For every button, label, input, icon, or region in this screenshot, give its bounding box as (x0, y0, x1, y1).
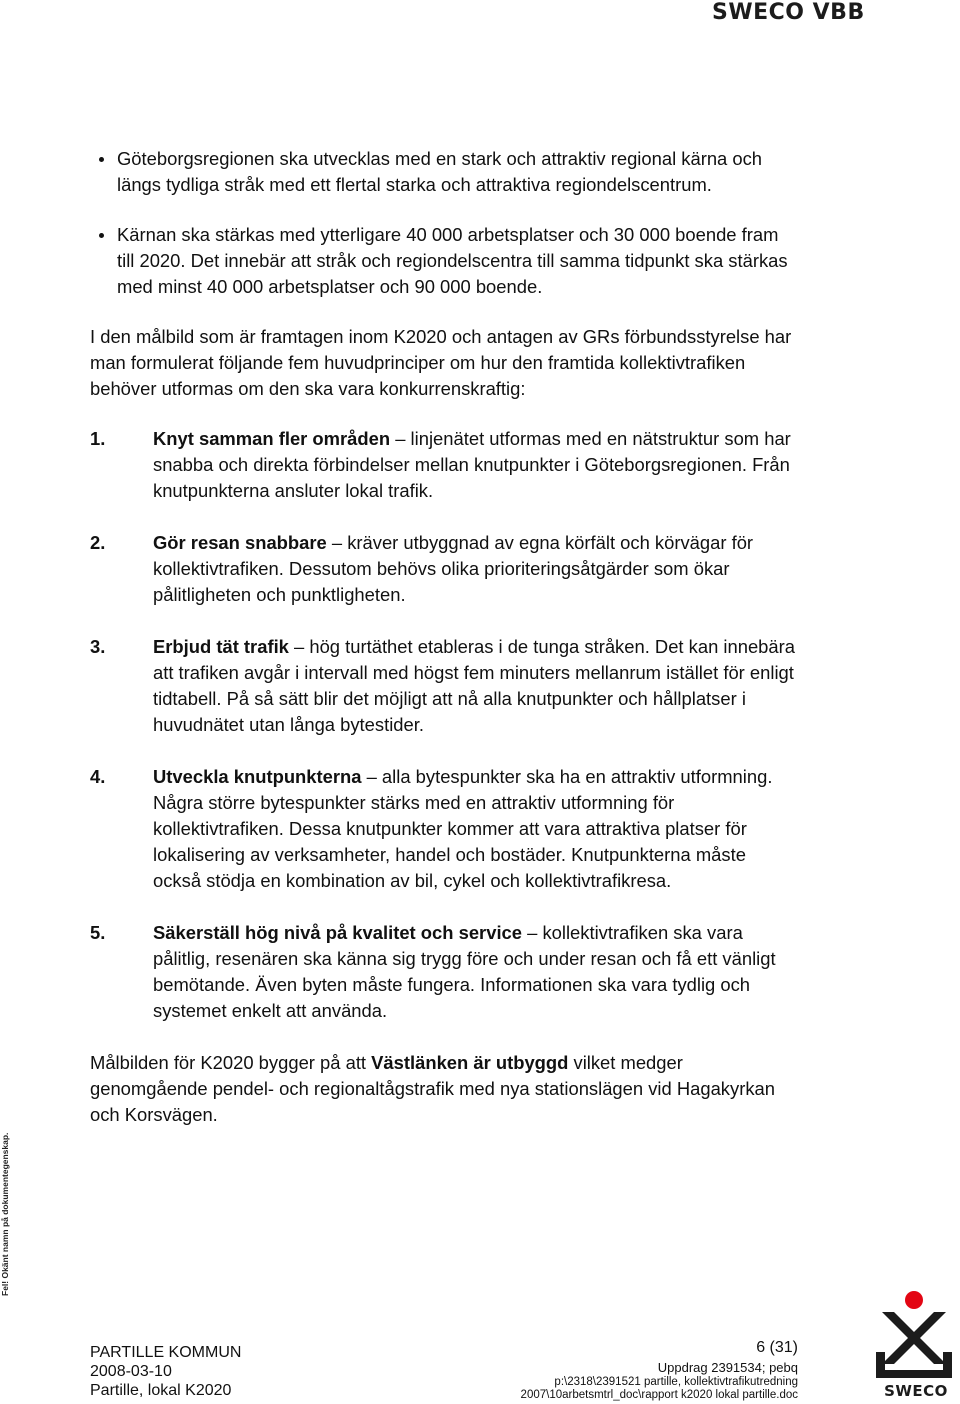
footer-document-title: Partille, lokal K2020 (90, 1382, 232, 1399)
list-item: 1. Knyt samman fler områden – linjenätet utformas med en nätstruktur som har snabba och direkta förbindelser mellan knutpunkter i Göteborgsregionen. Från knutpunkterna ansluter lokal trafik. (90, 428, 791, 501)
list-item: Kärnan ska stärkas med ytterligare 40 000 arbetsplatser och 30 000 boende fram till 2020. Det innebär att stråk och regiondelscentra till samma tidpunkt ska stärkas med minst 40 000 arbetsplatser och 90 000 boende. (90, 222, 795, 300)
intro-paragraph: I den målbild som är framtagen inom K2020 och antagen av GRs förbundsstyrelse har man formulerat följande fem huvudprinciper om hur den framtida kollektivtrafiken behöver utformas om den ska vara konkurrenskraftig: (90, 326, 792, 399)
list-item: 5. Säkerställ hög nivå på kvalitet och service – kollektivtrafiken ska vara pålitlig, resenären ska känna sig trygg före och under resan och få ett vänligt bemötande. Även byten måste fungera. Informationen ska vara tydlig och systemet enkelt att använda. (90, 922, 776, 1021)
sweco-vbb-logo: SWECO VBB (712, 0, 865, 25)
footer-right (521, 1338, 798, 1402)
bullet-dot-icon (99, 233, 104, 238)
assignment-number: Uppdrag 2391534; pebq (657, 1360, 798, 1375)
list-item: 2. Gör resan snabbare – kräver utbyggnad av egna körfält och körvägar för kollektivtrafiken. Dessutom behövs olika prioriteringsåtgärder som ökar pålitligheten och punktligheten. (90, 532, 754, 605)
list-item: 3. Erbjud tät trafik – hög turtäthet etableras i de tunga stråken. Det kan innebära att trafiken avgår i intervall med högst fem minuters mellanrum istället för enligt tidtabell. På så sätt blir det möjligt att nå alla knutpunkter och hållplatser i huvudnätet utan långa bytestider. (90, 636, 795, 735)
bullet-dot-icon (99, 157, 104, 162)
sweco-logo (872, 1288, 956, 1400)
bullet-list (90, 146, 795, 300)
footer-date: 2008-03-10 (90, 1363, 172, 1380)
closing-paragraph: Målbilden för K2020 bygger på att Västlänken är utbyggd vilket medger genomgående pendel- och regionaltågstrafik med nya stationslägen vid Hagakyrkan och Korsvägen. (90, 1052, 775, 1125)
list-item: 4. Utveckla knutpunkterna – alla bytespunkter ska ha en attraktiv utformning. Några större bytespunkter stärks med en attraktiv utformning för kollektivtrafiken. Dessa knutpunkter kommer att vara attraktiva platser för lokalisering av verksamheter, handel och bostäder. Knutpunkterna måste också stödja en kombination av bil, cykel och kollektivtrafikresa. (90, 766, 773, 891)
footer-organization: PARTILLE KOMMUN (90, 1344, 242, 1361)
list-item: Göteborgsregionen ska utvecklas med en stark och attraktiv regional kärna och längs tydliga stråk med ett flertal starka och attraktiva regiondelscentrum. (90, 146, 795, 198)
margin-error-text: Fel! Okänt namn på dokumentegenskap. (0, 1132, 10, 1296)
sweco-wordmark: SWECO (884, 1382, 948, 1400)
principles-list (90, 426, 795, 1024)
file-path-line-1: p:\2318\2391521 partille, kollektivtrafikutredning (554, 1376, 798, 1388)
page-number: 6 (31) (756, 1339, 798, 1356)
footer-left (90, 1343, 241, 1400)
file-path-line-2: 2007\10arbetsmtrl_doc\rapport k2020 lokal partille.doc (520, 1389, 798, 1401)
sweco-mark-icon (872, 1288, 956, 1380)
document-body (90, 146, 795, 1128)
